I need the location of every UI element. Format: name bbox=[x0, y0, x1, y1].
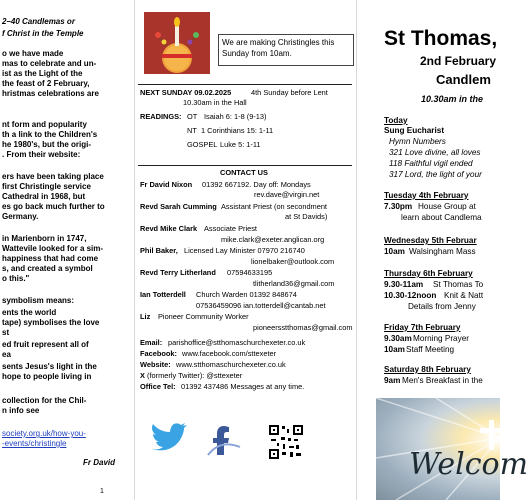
info-label: X bbox=[140, 371, 145, 380]
twitter-bird-icon[interactable] bbox=[148, 422, 188, 456]
contact-email[interactable]: tlitherland36@gmail.com bbox=[253, 279, 335, 288]
info-label: Website: bbox=[140, 360, 171, 369]
contact-email[interactable]: mike.clark@exeter.anglican.org bbox=[221, 235, 325, 244]
left-text-line: Germany. bbox=[2, 212, 39, 221]
christingle-notice-line-2: Sunday from 10am. bbox=[222, 49, 292, 58]
right-panel bbox=[356, 0, 528, 500]
contact-detail: Church Warden 01392 848674 bbox=[196, 290, 297, 299]
left-text-line: happiness that had come bbox=[2, 254, 99, 263]
left-text-line: symbolism means: bbox=[2, 296, 75, 305]
section-rule bbox=[138, 84, 352, 85]
signature: Fr David bbox=[83, 458, 116, 467]
left-text-line: ents the world bbox=[2, 308, 57, 317]
service-time: 10.30am in the bbox=[421, 94, 484, 104]
left-text-line: sents Jesus's light in the bbox=[2, 362, 97, 371]
event-time: 7.30pm bbox=[384, 202, 413, 211]
event-time: 9.30am bbox=[384, 334, 412, 343]
left-text-line: first Christingle service bbox=[2, 182, 91, 191]
welcome-text: Welcom bbox=[409, 447, 528, 482]
reading-code: OT bbox=[187, 112, 198, 121]
contacts-title: CONTACT US bbox=[220, 168, 268, 177]
info-label: Office Tel: bbox=[140, 382, 176, 391]
contact-detail: Associate Priest bbox=[204, 224, 257, 233]
left-text-line: ers have been taking place bbox=[2, 172, 104, 181]
left-text-line: . From their website: bbox=[2, 150, 81, 159]
contact-extra[interactable]: 07536459096 ian.totterdell@cantab.net bbox=[196, 301, 326, 310]
event-text: House Group at bbox=[418, 202, 476, 211]
reading-text: 1 Corinthians 15: 1-11 bbox=[201, 126, 274, 135]
contact-name: Fr David Nixon bbox=[140, 180, 193, 189]
contact-email[interactable]: pioneersstthomas@gmail.com bbox=[253, 323, 353, 332]
readings-label: READINGS: bbox=[140, 112, 182, 121]
left-text-line: hristmas celebrations are bbox=[2, 89, 99, 98]
welcome-banner bbox=[376, 398, 528, 500]
event-time: 10.30-12noon bbox=[384, 291, 437, 300]
left-text-line: tape) symbolises the love bbox=[2, 318, 100, 327]
left-text-line: Cathedral in 1968, but bbox=[2, 192, 86, 201]
left-text-line: s, and created a symbol bbox=[2, 264, 93, 273]
contact-name: Revd Mike Clark bbox=[140, 224, 198, 233]
christingle-link[interactable]: society.org.uk/how-you- bbox=[2, 429, 86, 438]
left-text-line: o we have made bbox=[2, 49, 64, 58]
page-number: 1 bbox=[100, 488, 104, 495]
contact-name: Liz bbox=[140, 312, 151, 321]
event-time: 9am bbox=[384, 376, 401, 385]
christingle-image bbox=[144, 12, 210, 74]
contact-extra: at St Davids) bbox=[285, 212, 328, 221]
left-text-line: ist as the Light of the bbox=[2, 69, 83, 78]
contact-detail: Licensed Lay Minister 07970 216740 bbox=[184, 246, 305, 255]
contact-email[interactable]: rev.dave@virgin.net bbox=[254, 190, 320, 199]
left-text-line: nt form and popularity bbox=[2, 120, 87, 129]
contact-detail: Assistant Priest (on secondment bbox=[221, 202, 327, 211]
next-sunday-label: NEXT SUNDAY 09.02.2025 bbox=[140, 88, 232, 97]
event-day: Saturday 8th February bbox=[384, 365, 471, 374]
left-heading-line-2: f Christ in the Temple bbox=[2, 29, 84, 38]
event-text: learn about Candlema bbox=[401, 213, 482, 222]
info-label: Email: bbox=[140, 338, 163, 347]
church-title: St Thomas, bbox=[384, 27, 498, 50]
middle-panel bbox=[134, 0, 356, 500]
hymn-item: 118 Faithful vigil ended bbox=[389, 159, 473, 168]
event-day: Wednesday 5th Februar bbox=[384, 236, 477, 245]
contact-name: Ian Totterdell bbox=[140, 290, 186, 299]
event-time: 9.30-11am bbox=[384, 280, 424, 289]
event-day: Tuesday 4th February bbox=[384, 191, 469, 200]
event-text: Morning Prayer bbox=[413, 334, 469, 343]
christingle-notice bbox=[218, 34, 354, 66]
event-time: 10am bbox=[384, 345, 405, 354]
contact-name: Phil Baker, bbox=[140, 246, 178, 255]
facebook-value[interactable]: www.facebook.com/sttexeter bbox=[182, 349, 277, 358]
contact-email[interactable]: lionelbaker@outlook.com bbox=[251, 257, 335, 266]
contact-detail: Pioneer Community Worker bbox=[158, 312, 249, 321]
left-heading-line-1: 2–40 Candlemas or bbox=[2, 17, 75, 26]
email-value[interactable]: parishoffice@stthomaschurchexeter.co.uk bbox=[168, 338, 306, 347]
hymn-item: 317 Lord, the light of your bbox=[389, 170, 482, 179]
event-text: Staff Meeting bbox=[406, 345, 455, 354]
left-text-line: the feast of 2 February, bbox=[2, 79, 90, 88]
feast-name: Candlem bbox=[436, 72, 491, 87]
christingle-notice-line-1: We are making Christingles this bbox=[222, 38, 335, 47]
next-sunday-location: 10.30am in the Hall bbox=[183, 98, 247, 107]
event-text: St Thomas To bbox=[433, 280, 484, 289]
hymn-item: 321 Love divine, all loves bbox=[389, 148, 481, 157]
christingle-link[interactable]: -events/christingle bbox=[2, 439, 67, 448]
event-text: Walsingham Mass bbox=[409, 247, 476, 256]
twitter-value[interactable]: (formerly Twitter): @sttexeter bbox=[147, 371, 243, 380]
left-text-line: es go back much further to bbox=[2, 202, 105, 211]
hymns-label: Hymn Numbers bbox=[389, 137, 446, 146]
left-text-line: n info see bbox=[2, 406, 40, 415]
contact-name: Revd Sarah Cumming bbox=[140, 202, 217, 211]
today-label: Today bbox=[384, 116, 408, 125]
section-rule bbox=[138, 165, 352, 166]
reading-code: NT bbox=[187, 126, 197, 135]
event-time: 10am bbox=[384, 247, 405, 256]
left-text-line: collection for the Chil- bbox=[2, 396, 87, 405]
left-panel bbox=[0, 0, 134, 500]
service-name: Sung Eucharist bbox=[384, 126, 445, 135]
left-text-line: hope to people living in bbox=[2, 372, 92, 381]
left-text-line: ed fruit represent all of bbox=[2, 340, 89, 349]
event-day: Friday 7th February bbox=[384, 323, 461, 332]
info-label: Facebook: bbox=[140, 349, 177, 358]
contact-detail: 01392 667192. Day off: Mondays bbox=[202, 180, 311, 189]
contact-name: Revd Terry Litherland bbox=[140, 268, 216, 277]
event-text: Details from Jenny bbox=[408, 302, 476, 311]
left-text-line: Wattevile looked for a sim- bbox=[2, 244, 104, 253]
reading-text: Isaiah 6: 1-8 (9-13) bbox=[204, 112, 267, 121]
left-text-line: st bbox=[2, 328, 10, 337]
event-day: Thursday 6th February bbox=[384, 269, 473, 278]
facebook-icon[interactable] bbox=[200, 425, 242, 455]
reading-text: Luke 5: 1-11 bbox=[220, 140, 261, 149]
left-text-line: ea bbox=[2, 350, 11, 359]
next-sunday-desc: 4th Sunday before Lent bbox=[251, 88, 328, 97]
reading-code: GOSPEL bbox=[187, 140, 218, 149]
website-value[interactable]: www.stthomaschurchexeter.co.uk bbox=[176, 360, 286, 369]
qr-code-icon[interactable] bbox=[268, 424, 304, 460]
contact-detail: 07594633195 bbox=[227, 268, 273, 277]
left-text-line: he 1980's, but the origi- bbox=[2, 140, 92, 149]
left-text-line: in Marienborn in 1747, bbox=[2, 234, 87, 243]
left-text-line: o this." bbox=[2, 274, 30, 283]
event-text: Knit & Natt bbox=[444, 291, 484, 300]
service-date: 2nd February bbox=[420, 54, 497, 68]
office-tel-value: 01392 437486 Messages at any time. bbox=[181, 382, 305, 391]
left-text-line: th a link to the Children's bbox=[2, 130, 98, 139]
left-text-line: mas to celebrate and un- bbox=[2, 59, 97, 68]
event-text: Men's Breakfast in the bbox=[402, 376, 483, 385]
